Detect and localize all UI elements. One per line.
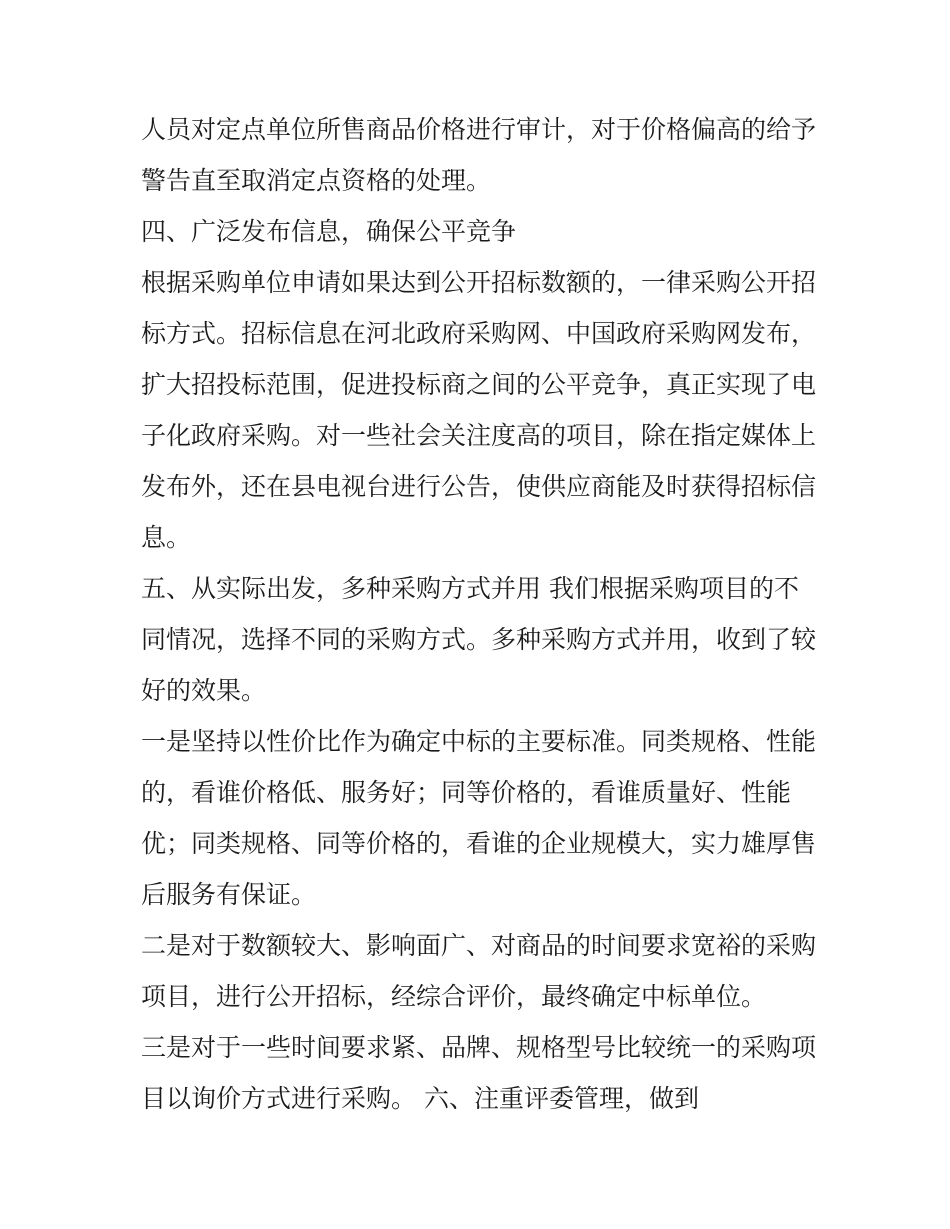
text-line-11: 同情况，选择不同的采购方式。多种采购方式并用，收到了较	[141, 625, 817, 654]
text-line-6: 扩大招投标范围，促进投标商之间的公平竞争，真正实现了电	[141, 370, 817, 399]
text-line-4: 根据采购单位申请如果达到公开招标数额的，一律采购公开招	[141, 268, 817, 297]
text-line-2: 警告直至取消定点资格的处理。	[141, 166, 492, 195]
text-line-7: 子化政府采购。对一些社会关注度高的项目，除在指定媒体上	[141, 421, 817, 450]
text-line-9: 息。	[141, 523, 192, 552]
text-line-20: 目以询价方式进行采购。 六、注重评委管理，做到	[141, 1084, 699, 1113]
body-text	[141, 104, 821, 1124]
text-line-8: 发布外，还在县电视台进行公告，使供应商能及时获得招标信	[141, 472, 817, 501]
text-line-5: 标方式。招标信息在河北政府采购网、中国政府采购网发布，	[141, 319, 817, 348]
text-line-16: 后服务有保证。	[141, 880, 317, 909]
text-line-1: 人员对定点单位所售商品价格进行审计，对于价格偏高的给予	[141, 115, 817, 144]
section-heading-5: 五、从实际出发，多种采购方式并用 我们根据采购项目的不	[141, 574, 799, 603]
text-line-13: 一是坚持以性价比作为确定中标的主要标准。同类规格、性能	[141, 727, 817, 756]
text-line-17: 二是对于数额较大、影响面广、对商品的时间要求宽裕的采购	[141, 931, 817, 960]
text-line-12: 好的效果。	[141, 676, 267, 705]
text-line-14: 的，看谁价格低、服务好；同等价格的，看谁质量好、性能	[141, 778, 792, 807]
text-line-15: 优；同类规格、同等价格的，看谁的企业规模大，实力雄厚售	[141, 829, 817, 858]
section-heading-4: 四、广泛发布信息，确保公平竞争	[141, 217, 517, 246]
text-line-19: 三是对于一些时间要求紧、品牌、规格型号比较统一的采购项	[141, 1033, 817, 1062]
text-line-18: 项目，进行公开招标，经综合评价，最终确定中标单位。	[141, 982, 767, 1011]
